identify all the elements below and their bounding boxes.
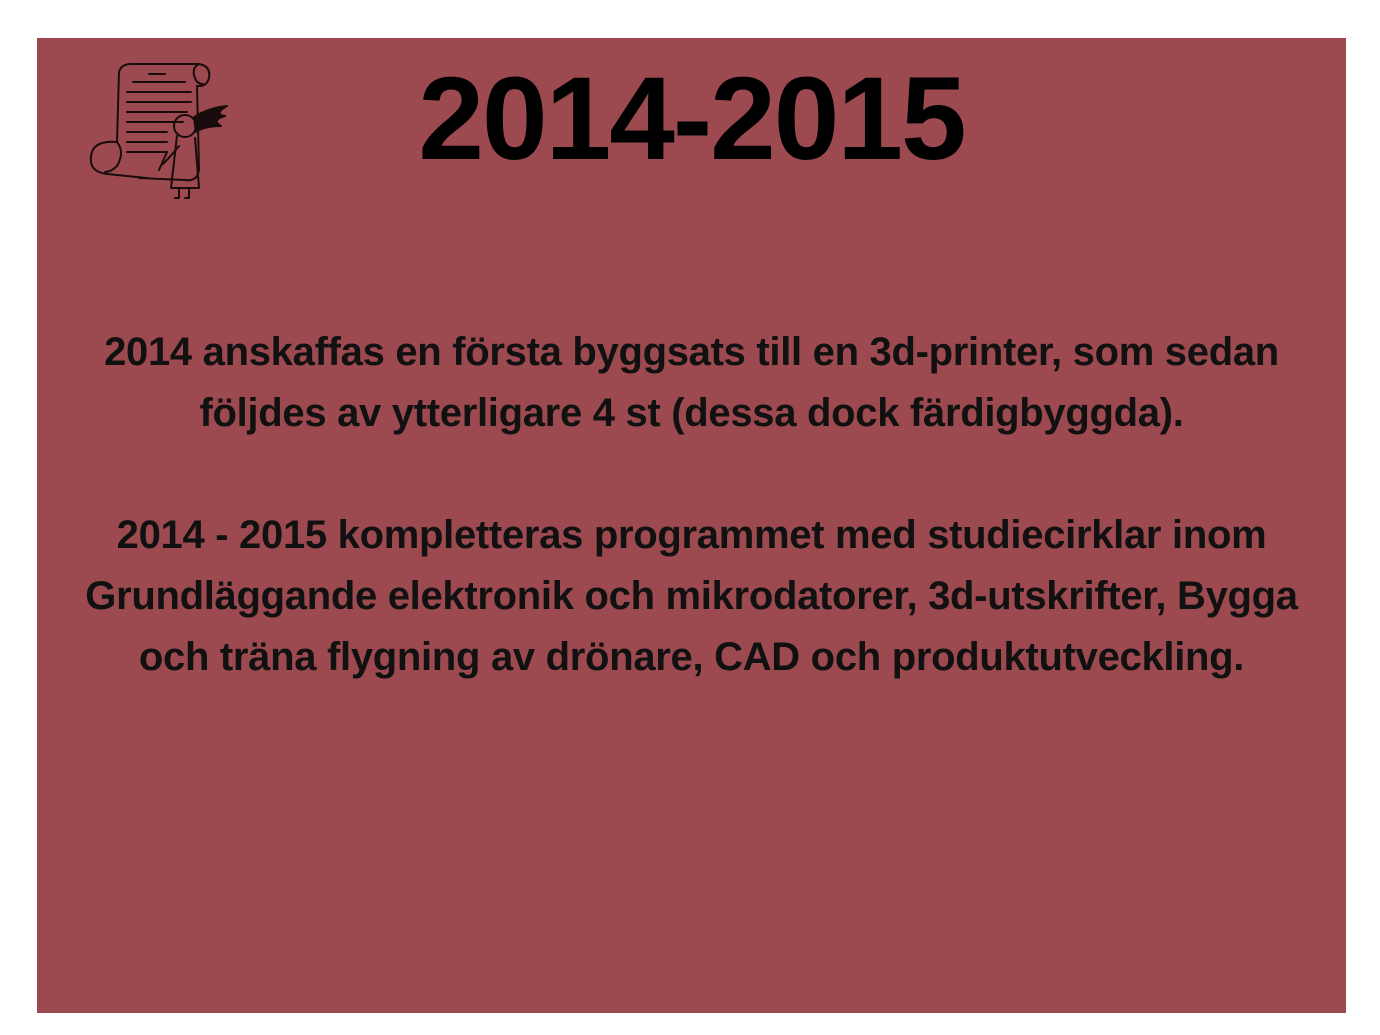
page-title: 2014-2015 bbox=[418, 53, 965, 185]
slide-body bbox=[57, 322, 1326, 688]
slide bbox=[37, 38, 1346, 1013]
paragraph-study-circles: 2014 - 2015 kompletteras programmet med studiecirklar inom Grundläggande elektronik och mikrodatorer, 3d-utskrifter, Bygga och träna flygning av drönare, CAD och produktutveckling. bbox=[85, 513, 1298, 679]
paragraph-3d-printer: 2014 anskaffas en första byggsats till en 3d-printer, som sedan följdes av ytterligare 4 st (dessa dock färdigbyggda). bbox=[104, 330, 1279, 435]
paragraph-spacer bbox=[57, 444, 1326, 505]
